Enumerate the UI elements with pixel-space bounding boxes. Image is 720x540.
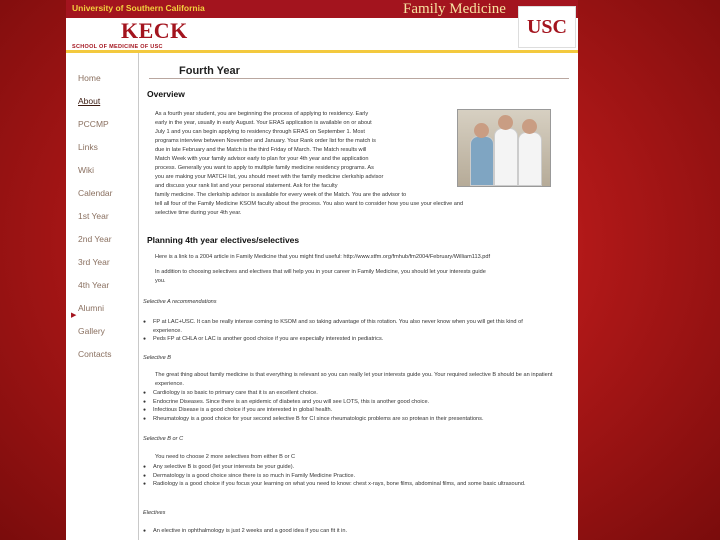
sidebar-nav	[66, 53, 132, 540]
selective-b-list	[143, 389, 563, 423]
planning-paragraph	[155, 268, 570, 286]
title-divider	[149, 78, 569, 79]
nav-wiki[interactable]: Wiki	[78, 165, 95, 175]
selective-a-list	[143, 318, 548, 344]
overview-line: and discuss your rank list and your personal statement. Ask for the faculty	[155, 183, 338, 189]
page-title: Fourth Year	[179, 65, 240, 77]
selective-b-intro: The great thing about family medicine is that everything is relevant so you can really let your interests guide you. Your required selective B should be an inpatient experience.	[155, 372, 553, 387]
article-link[interactable]: Here is a link to a 2004 article in Family Medicine that you might find useful: http://www.stfm.org/fmhub/fm2004/February/William113.pdf	[155, 254, 491, 260]
planning-line: you.	[155, 278, 166, 284]
list-item: ● Radiology is a good choice if you focus your learning on what you need to know: chest x-rays, bone films, abdominal films, and some basic ultrasound.	[143, 480, 543, 489]
selective-bc-label: Selective B or C	[143, 436, 184, 442]
current-page-arrow-icon: ▶	[71, 312, 77, 319]
nav-gallery[interactable]: Gallery	[78, 326, 105, 336]
list-item: ● Dermatology is a good choice since there is so much in Family Medicine Practice.	[143, 472, 543, 481]
overview-line: As a fourth year student, you are beginning the process of applying to residency. Early	[155, 111, 369, 117]
university-name[interactable]: University of Southern California	[72, 3, 205, 13]
electives-label: Electives	[143, 510, 166, 516]
overview-heading: Overview	[147, 89, 185, 99]
nav-4th-year[interactable]: 4th Year	[78, 280, 110, 290]
nav-alumni[interactable]: Alumni	[78, 303, 104, 313]
overview-line: due in late February and the Match is the third Friday of March. The Match results will	[155, 147, 367, 153]
list-item: ● Endocrine Diseases. Since there is an epidemic of diabetes and you will see LOTS, this is another good choice.	[143, 398, 563, 407]
main-content	[138, 53, 573, 540]
overview-line: family medicine. The clerkship advisor is available for every week of the Match. You are the advisor to	[155, 192, 407, 198]
nav-1st-year[interactable]: 1st Year	[78, 211, 109, 221]
keck-logo[interactable]: KECK	[121, 18, 188, 43]
list-item: ● Infectious Disease is a good choice if you are interested in global health.	[143, 406, 563, 415]
overview-text-top	[155, 110, 447, 200]
planning-line: In addition to choosing selectives and electives that will help you in your career in Family Medicine, you should let your interests guide	[155, 269, 486, 275]
usc-logo-text: USC	[526, 16, 567, 38]
list-item: ● Peds FP at CHLA or LAC is another good choice if you are especially interested in pediatrics.	[143, 335, 548, 344]
overview-line: process. Generally you want to apply to multiple family medicine residency programs. As	[155, 165, 374, 171]
overview-line: programs interview between November and January. Your Rank order list for the match is	[155, 138, 376, 144]
list-item: ● Cardiology is so basic to primary care that it is an excellent choice.	[143, 389, 563, 398]
nav-pccmp[interactable]: PCCMP	[78, 119, 109, 129]
browser-page	[66, 0, 578, 540]
usc-logo[interactable]	[518, 6, 576, 48]
selective-bc-intro: You need to choose 2 more selectives from either B or C	[155, 454, 296, 460]
nav-about[interactable]: About	[78, 96, 101, 106]
overview-line: tell all four of the Family Medicine KSOM faculty about the process. You also want to consider how you use your elective and	[155, 201, 464, 207]
doctor-figure	[518, 132, 542, 186]
keck-subtitle: SCHOOL OF MEDICINE OF USC	[72, 44, 163, 50]
doctor-figure	[494, 128, 518, 186]
overview-line: selective time during your 4th year.	[155, 210, 242, 216]
selective-b-label: Selective B	[143, 355, 171, 361]
planning-heading: Planning 4th year electives/selectives	[147, 235, 300, 245]
department-title: Family Medicine	[403, 1, 506, 17]
nav-calendar[interactable]: Calendar	[78, 188, 113, 198]
doctor-figure	[470, 136, 494, 186]
list-item: ● An elective in ophthalmology is just 2 weeks and a good idea if you can fit it in.	[143, 527, 543, 536]
overview-text-bottom	[155, 200, 565, 218]
list-item: ● Any selective B is good (let your interests be your guide).	[143, 463, 543, 472]
nav-contacts[interactable]: Contacts	[78, 349, 112, 359]
overview-line: Match Week with your family advisor early to plan for your 4th year and the application	[155, 156, 369, 162]
nav-3rd-year[interactable]: 3rd Year	[78, 257, 110, 267]
overview-line: July 1 and you can begin applying to residency through ERAS on September 1. Most	[155, 129, 365, 135]
selective-a-label: Selective A recommendations	[143, 299, 217, 305]
selective-bc-list	[143, 463, 543, 489]
residents-photo	[457, 109, 551, 187]
nav-home[interactable]: Home	[78, 73, 101, 83]
nav-links[interactable]: Links	[78, 142, 98, 152]
overview-line: you are making your MATCH list, you should meet with the family medicine clerkship advisor	[155, 174, 384, 180]
list-item: ● Rheumatology is a good choice for your second selective B for CI since rheumatologic problems are so protean in their presentations.	[143, 415, 563, 424]
list-item: ● FP at LAC+USC. It can be really intense coming to KSOM and so taking advantage of this rotation. You also never know when you will get this kind of experience.	[143, 318, 548, 335]
top-bar	[66, 0, 578, 18]
overview-line: early in the year, usually in early August. Your ERAS application is available on or about	[155, 120, 372, 126]
nav-2nd-year[interactable]: 2nd Year	[78, 234, 112, 244]
electives-list	[143, 527, 543, 536]
